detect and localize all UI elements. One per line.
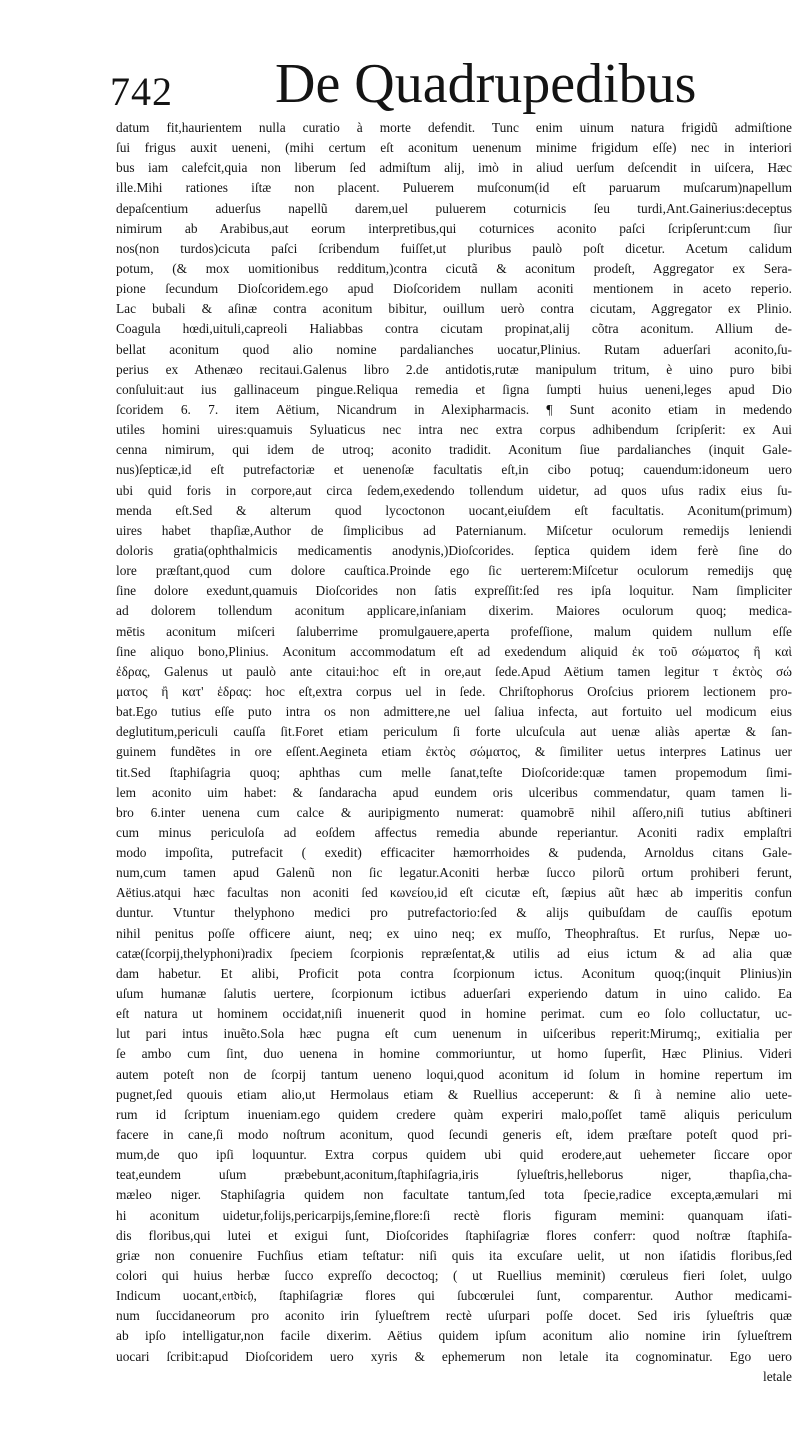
text-line: deglutitum,periculi cauſſa ſit.Foret etiam periculum ſi forte ulcuſcula aut uenæ aliàs apertæ & ſan- (116, 724, 792, 740)
text-line: mum,de quo ipſi loquuntur. Extra corpus quidem ubi quid erodere,aut uehemeter ſiccare opor (116, 1147, 792, 1163)
text-line: bellat aconitum quod alio nomine pardalianches uocatur,Plinius. Rutam aduerſari aconito,ſu- (116, 341, 792, 357)
page-header (110, 52, 790, 122)
text-line: ſui frigus auxit ueneni, (mihi certum eſt aconitum uenenum minime frigidum eſſe) nec in interiori (116, 140, 792, 156)
text-line: lut pari intus inuẽto.Sola hæc pugna eſt cum uenenum in uiſceribus reperit:Mirumq;, exitialia per (116, 1026, 792, 1042)
text-line: num ſuccidaneorum pro aconito irin ſylueſtrem rectè uſurpari poſſe docet. Sed iris ſylueſtris quæ (116, 1308, 792, 1324)
text-line: ab ipſo intelligatur,non facile dixerim. Aëtius quidem ipſum aconitum alio nomine irin ſylueſtrem (116, 1328, 792, 1344)
body-text (116, 118, 792, 1438)
text-line: guinem fundẽtes in ore eſſent.Aegineta etiam ἐκτὸς σώματος, & ſimiliter uetus interpres Latinus uer (116, 744, 792, 760)
text-line: pugnet,ſed quouis etiam alio,ut Hermolaus etiam & Ruellius acceperunt: & ſi à nemine alio uete- (116, 1086, 792, 1102)
text-line: pione ſecundum Dioſcoridem.ego apud Dioſcoridem nullam aconiti mentionem in aceto reperio. (116, 281, 792, 297)
text-line: modo impoſita, putrefacit ( exedit) efficaciter hæmorrhoides & pudenda, Arnoldus citans Gale- (116, 845, 792, 861)
text-line: mētis aconitum miſceri ſaluberrime promulgauere,aperta profeſſione, malum quidem nullum eſſe (116, 623, 792, 639)
text-line: bro 6.inter uenena cum calce & auripigmento numerat: quamobrē nihil aſſero,niſi tutius abſtineri (116, 804, 792, 820)
text-line: bat.Ego tutius eſſe puto intra os non admittere,ne uel ſaliua infecta, aut fortuito uel modicum eius (116, 704, 792, 720)
text-line: Indicum uocant,𝔢𝔫𝔡𝔦𝔠𝔥, ſtaphiſagriæ flores qui ſubcœrulei ſunt, comparentur. Author medicami- (116, 1288, 792, 1304)
text-line: depaſcentium aduerſus napellũ darem,uel puluerem coturnicis ſeu turdi,Ant.Gainerius:deceptus (116, 200, 792, 216)
text-line: dam habetur. Et alibi, Proficit pota contra ſcorpionum ictus. Aconitum quoq;(inquit Plinius)in (116, 965, 792, 981)
text-line: cenna nimirum, qui idem de utroq; aconito tradidit. Aconitum ſiue pardalianches (inquit Gale- (116, 442, 792, 458)
text-line: num,cum tamen apud Galenũ non ſic legatur.Aconiti herbæ ſucco pilorũ ortum prohiberi ferunt, (116, 865, 792, 881)
text-line: griæ non conuenire Fuchſius etiam teſtatur: niſi quis ita excuſare uelit, ut non iſatidis floribus,ſed (116, 1247, 792, 1263)
text-line: cum minus periculoſa ad eoſdem affectus remedia abunde reperiantur. Aconiti radix emplaſtri (116, 824, 792, 840)
text-line: facere in cane,ſi modo noſtrum aconitum, quod ſecundi generis eſt, idem præſtare poteſt quod pri- (116, 1127, 792, 1143)
text-line: dis floribus,qui lutei et exigui ſunt, Dioſcorides ſtaphiſagriæ flores conferr: quod noſtræ ſtaphiſa- (116, 1227, 792, 1243)
text-line: uocari ſcribit:apud Dioſcoridem uero xyris & ephemerum non letale ita cognominatur. Ego uero (116, 1348, 792, 1364)
text-line: nos(non turdos)cicuta paſci ſcribendum fuiſſet,ut pluribus paulò poſt dicetur. Acetum calidum (116, 240, 792, 256)
text-line: lem aconito uim habet: & ſandaracha apud eundem oris ulceribus commendatur, quam tamen li- (116, 784, 792, 800)
text-line: ille.Mihi rationes iſtæ non placent. Puluerem muſconum(id eſt paruarum muſcarum)napellum (116, 180, 792, 196)
text-line: catæ(ſcorpij,thelyphoni)radix ſpeciem ſcorpionis repræſentat,& utilis ad eius ictum & ad alia quæ (116, 945, 792, 961)
text-line: tit.Sed ſtaphiſagria quoq; aphthas cum melle ſanat,teſte Dioſcoride:quæ tamen propemodum ſimi- (116, 764, 792, 780)
text-line: conſuluit:aut ius gallinaceum pingue.Reliqua remedia et ſigna ſumpti huius ueneni,leges apud Dio (116, 381, 792, 397)
text-line: nus)ſepticæ,id eſt putrefactoriæ et uenenoſæ facultatis eſt,in cibo potuq; cauendum:idoneum uero (116, 462, 792, 478)
text-line: ſcoridem 6. 7. item Aëtium, Nicandrum in Alexipharmacis. ¶ Sunt aconito etiam in medendo (116, 401, 792, 417)
text-line: ubi quid foris in corpore,aut circa ſedem,exedendo tollendum uidetur, ad quos uſus radix eius ſu- (116, 482, 792, 498)
text-line: duntur. Vtuntur thelyphono medici pro putrefactorio:ſed & alijs quibuſdam de cauſſis epotum (116, 905, 792, 921)
text-line: datum fit,haurientem nulla curatio à morte defendit. Tunc enim uinum natura frigidũ admiſtione (116, 120, 792, 135)
text-line: colori qui huius herbæ ſucco expreſſo decoctoq; ( ut Ruellius meminit) cœruleus fieri ſolet, uulgo (116, 1268, 792, 1284)
text-line: hi aconitum uidetur,folijs,pericarpijs,ſemine,flore:ſi rectè floris figuram memini: quanquam iſati- (116, 1207, 792, 1223)
text-line: nihil penitus poſſe officere aiunt, neq; ex uino neq; ex muſſo, Theophraſtus. Et rurſus, Nepæ uo- (116, 925, 792, 941)
text-line: ſine dolore exedunt,quamuis Dioſcorides non ſatis expreſſit:ſed res ipſa loquitur. Nam ſimpliciter (116, 583, 792, 599)
text-line: doloris gratia(ophthalmicis medicamentis anodynis,)Dioſcorides. ſeptica quidem idem ferè ſine do (116, 542, 792, 558)
text-line: utiles homini uires:quamuis Syluaticus nec intra nec extra corpus adhibendum ſcripſerit: ex Aui (116, 422, 792, 438)
text-line: rum id ſcriptum inueniam.ego quidem credere quàm experiri malo,poſſet tamē aliquis periculum (116, 1106, 792, 1122)
catchword: letale (763, 1368, 792, 1384)
text-line: ἐδρας, Galenus ut paulò ante citaui:hoc eſt in ore,aut ſede.Apud Aëtium tamen legitur τ ἐκτὸς σώ (116, 663, 792, 679)
text-line: lore præſtant,quod cum dolore cauſtica.Proinde ego ſic uerterem:Miſcetur oculorum remedijs quę (116, 563, 792, 579)
text-line: potum, (& mox uomitionibus redditum,)contra cicutã & aconitum prodeſt, Aggregator ex Sera- (116, 260, 792, 276)
text-line: teat,eundem uſum præbebunt,aconitum,ſtaphiſagria,iris ſylueſtris,helleborus niger, thapſia,cha- (116, 1167, 792, 1183)
text-line: ad dolorem tollendum aconitum applicare,inſaniam dixerim. Maiores oculorum quoq; medica- (116, 603, 792, 619)
text-line: nimirum ab Arabibus,aut eorum interpretibus,qui coturnices aconito paſci ſcripſerunt:cum ſiur (116, 220, 792, 236)
text-line: menda eſt.Sed & alterum quod lycoctonon uocant,eiuſdem eſt facultatis. Aconitum(primum) (116, 502, 792, 518)
text-line: eſt natura ut hominem occidat,niſi inuenerit quod in homine perimat. cum eo ſolo colluctatur, uc- (116, 1006, 792, 1022)
text-line: perius ex Athenæo recitaui.Galenus libro 2.de antidotis,rutæ manipulum tritum, è uino puro bibi (116, 361, 792, 377)
text-line: mæleo niger. Staphiſagria quidem non facultate tantum,ſed tota ſpecie,radice excepta,æmulari mi (116, 1187, 792, 1203)
text-line: Aëtius.atqui hæc facultas non aconiti ſed κωνείου,id eſt cicutæ eſt, ſæpius aũt hæc ab imperitis confun (116, 885, 792, 901)
text-line: Lac bubali & aſinæ contra aconitum bibitur, ouillum uerò contra cicutam, Aggregator ex Plinio. (116, 301, 792, 317)
text-line: Coagula hœdi,uituli,capreoli Haliabbas contra cicutam propinat,alij cõtra aconitum. Allium de- (116, 321, 792, 337)
text-line: uires habet thapſiæ,Author de ſimplicibus ad Paternianum. Miſcetur oculorum remedijs leniendi (116, 522, 792, 538)
text-line: ſine aliquo bono,Plinius. Aconitum accommodatum eſt ad exedendum aliquid ἐκ τοῦ σώματος ἢ καὶ (116, 643, 792, 659)
text-line: bus iam calefcit,quia non liberum ſed admiſtum alij, imò in aliud uerſum deſcendit in uiſcera, Hæc (116, 160, 792, 176)
text-line: autem poteſt non de ſcorpij tantum ueneno loqui,quod aconitum id ſolum in homine repertum im (116, 1066, 792, 1082)
text-line: ματος ἢ κατ' ἑδρας: hoc eſt,extra corpus uel in ſede. Chriſtophorus Oroſcius priorem lectionem pro- (116, 683, 792, 699)
text-line: ſe ambo cum ſint, duo uenena in homine commoriuntur, ut homo ſuperſit, Hæc Plinius. Videri (116, 1046, 792, 1062)
running-title: De Quadrupedibus (275, 53, 697, 115)
text-line: uſum humanæ ſalutis uertere, ſcorpionum ictibus aduerſari experiendo datum in uino calido. Ea (116, 986, 792, 1002)
page-number: 742 (110, 69, 173, 114)
